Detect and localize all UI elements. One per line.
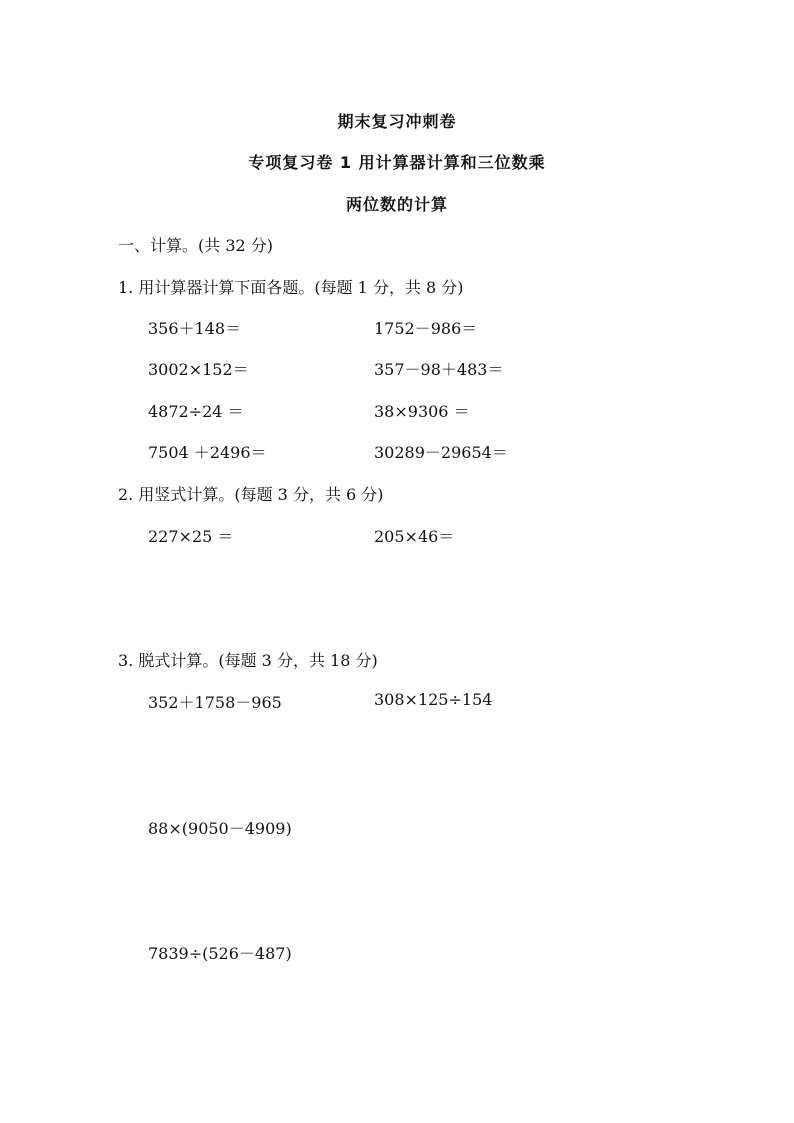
question-2-heading: 2. 用竖式计算。(每题 3 分，共 6 分) bbox=[118, 485, 384, 504]
problem-item: 308×125÷154 bbox=[374, 690, 493, 709]
question-1-heading: 1. 用计算器计算下面各题。(每题 1 分，共 8 分) bbox=[118, 278, 464, 297]
problem-item: 205×46＝ bbox=[374, 527, 455, 546]
exam-subtitle-continued: 两位数的计算 bbox=[345, 195, 448, 214]
exam-subtitle: 专项复习卷 1 用计算器计算和三位数乘 bbox=[248, 153, 546, 172]
problem-item: 4872÷24 ＝ bbox=[148, 402, 244, 421]
problem-item: 1752－986＝ bbox=[374, 319, 478, 338]
problem-item: 30289－29654＝ bbox=[374, 443, 508, 462]
problem-item: 357－98＋483＝ bbox=[374, 360, 504, 379]
question-3-heading: 3. 脱式计算。(每题 3 分，共 18 分) bbox=[118, 651, 378, 670]
problem-item: 352＋1758－965 bbox=[148, 693, 282, 712]
problem-item: 88×(9050－4909) bbox=[148, 819, 292, 838]
problem-item: 38×9306 ＝ bbox=[374, 402, 470, 421]
problem-item: 3002×152＝ bbox=[148, 360, 249, 379]
problem-item: 7504 ＋2496＝ bbox=[148, 443, 267, 462]
exam-title: 期末复习冲刺卷 bbox=[337, 112, 457, 131]
problem-item: 356＋148＝ bbox=[148, 319, 242, 338]
problem-item: 227×25 ＝ bbox=[148, 527, 234, 546]
problem-item: 7839÷(526－487) bbox=[148, 944, 292, 963]
section-heading: 一、计算。(共 32 分) bbox=[118, 236, 274, 255]
